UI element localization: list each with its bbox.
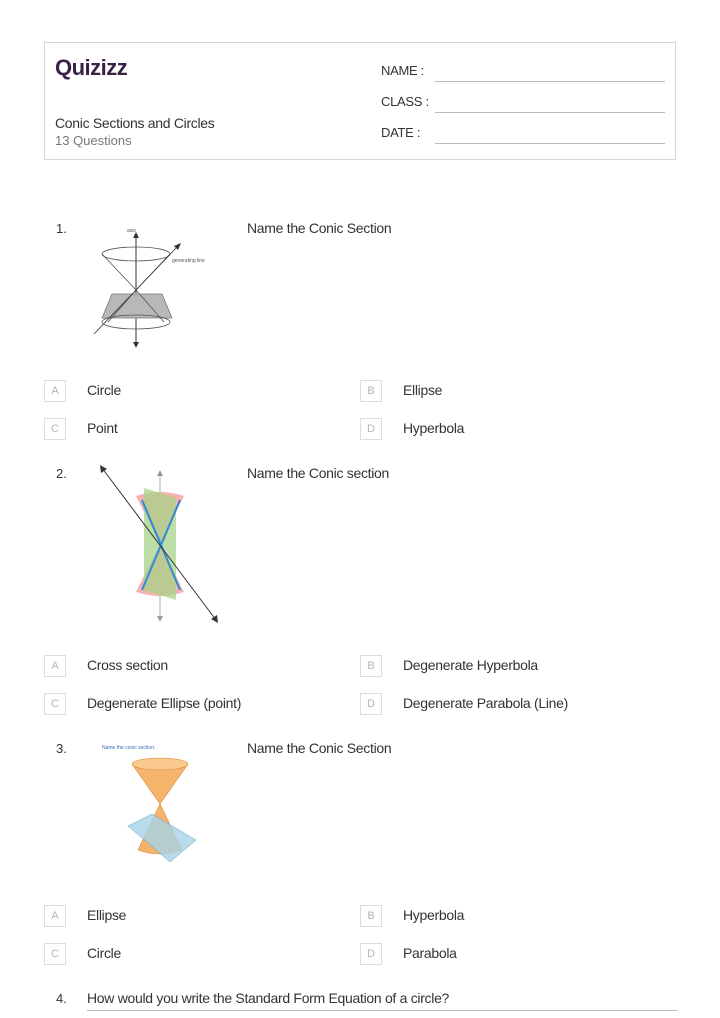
cone-diagram-1 [86,222,236,352]
option-text: Hyperbola [403,907,465,923]
class-label: CLASS : [381,94,429,109]
question-1-text: Name the Conic Section [247,220,392,236]
option-letter: D [360,693,382,715]
axis-label: axis [127,228,136,234]
option-text: Degenerate Parabola (Line) [403,695,568,711]
worksheet-header [44,42,676,160]
axis-arrow-top [157,470,163,476]
option-text: Circle [87,945,121,961]
option-text: Parabola [403,945,457,961]
cone-diagram-3 [100,742,210,877]
question-count: 13 Questions [55,133,132,148]
date-field[interactable] [381,125,665,145]
class-line [435,112,665,113]
name-label: NAME : [381,63,424,78]
answer-line[interactable] [87,1010,677,1011]
option-letter: A [44,905,66,927]
question-3-text: Name the Conic Section [247,740,392,756]
class-field[interactable] [381,94,665,114]
option-text: Circle [87,382,121,398]
option-letter: A [44,380,66,402]
quizizz-logo: Quizizz [55,55,128,80]
option-text: Hyperbola [403,420,465,436]
axis-arrow-bottom [133,342,139,348]
option-text: Cross section [87,657,168,673]
option-letter: A [44,655,66,677]
option-letter: D [360,943,382,965]
option-text: Point [87,420,118,436]
option-letter: C [44,943,66,965]
question-3-number: 3. [56,741,67,756]
option-text: Ellipse [403,382,443,398]
double-cone-diagram [96,462,226,627]
option-letter: C [44,418,66,440]
figure-caption: Name the conic section. [102,745,156,751]
question-4-number: 4. [56,991,67,1006]
generating-arrow-bottom [211,615,218,623]
option-letter: B [360,905,382,927]
upper-rim [132,758,188,770]
option-letter: B [360,380,382,402]
option-text: Degenerate Hyperbola [403,657,538,673]
option-text: Ellipse [87,907,127,923]
question-1-number: 1. [56,221,67,236]
question-4-text: How would you write the Standard Form Equation of a circle? [87,990,450,1006]
question-2-number: 2. [56,466,67,481]
axis-arrow-bottom [157,616,163,622]
option-letter: B [360,655,382,677]
date-line [435,143,665,144]
cutting-plane [128,814,196,862]
name-field[interactable] [381,63,665,83]
date-label: DATE : [381,125,421,140]
generating-arrow-top [100,465,107,473]
worksheet-title: Conic Sections and Circles [55,115,215,131]
option-letter: D [360,418,382,440]
option-text: Degenerate Ellipse (point) [87,695,242,711]
upper-nappe-left [102,254,136,290]
question-2-text: Name the Conic section [247,465,390,481]
generating-line-label: generating line [172,258,205,264]
generating-line [102,468,216,620]
option-letter: C [44,693,66,715]
name-line [435,81,665,82]
